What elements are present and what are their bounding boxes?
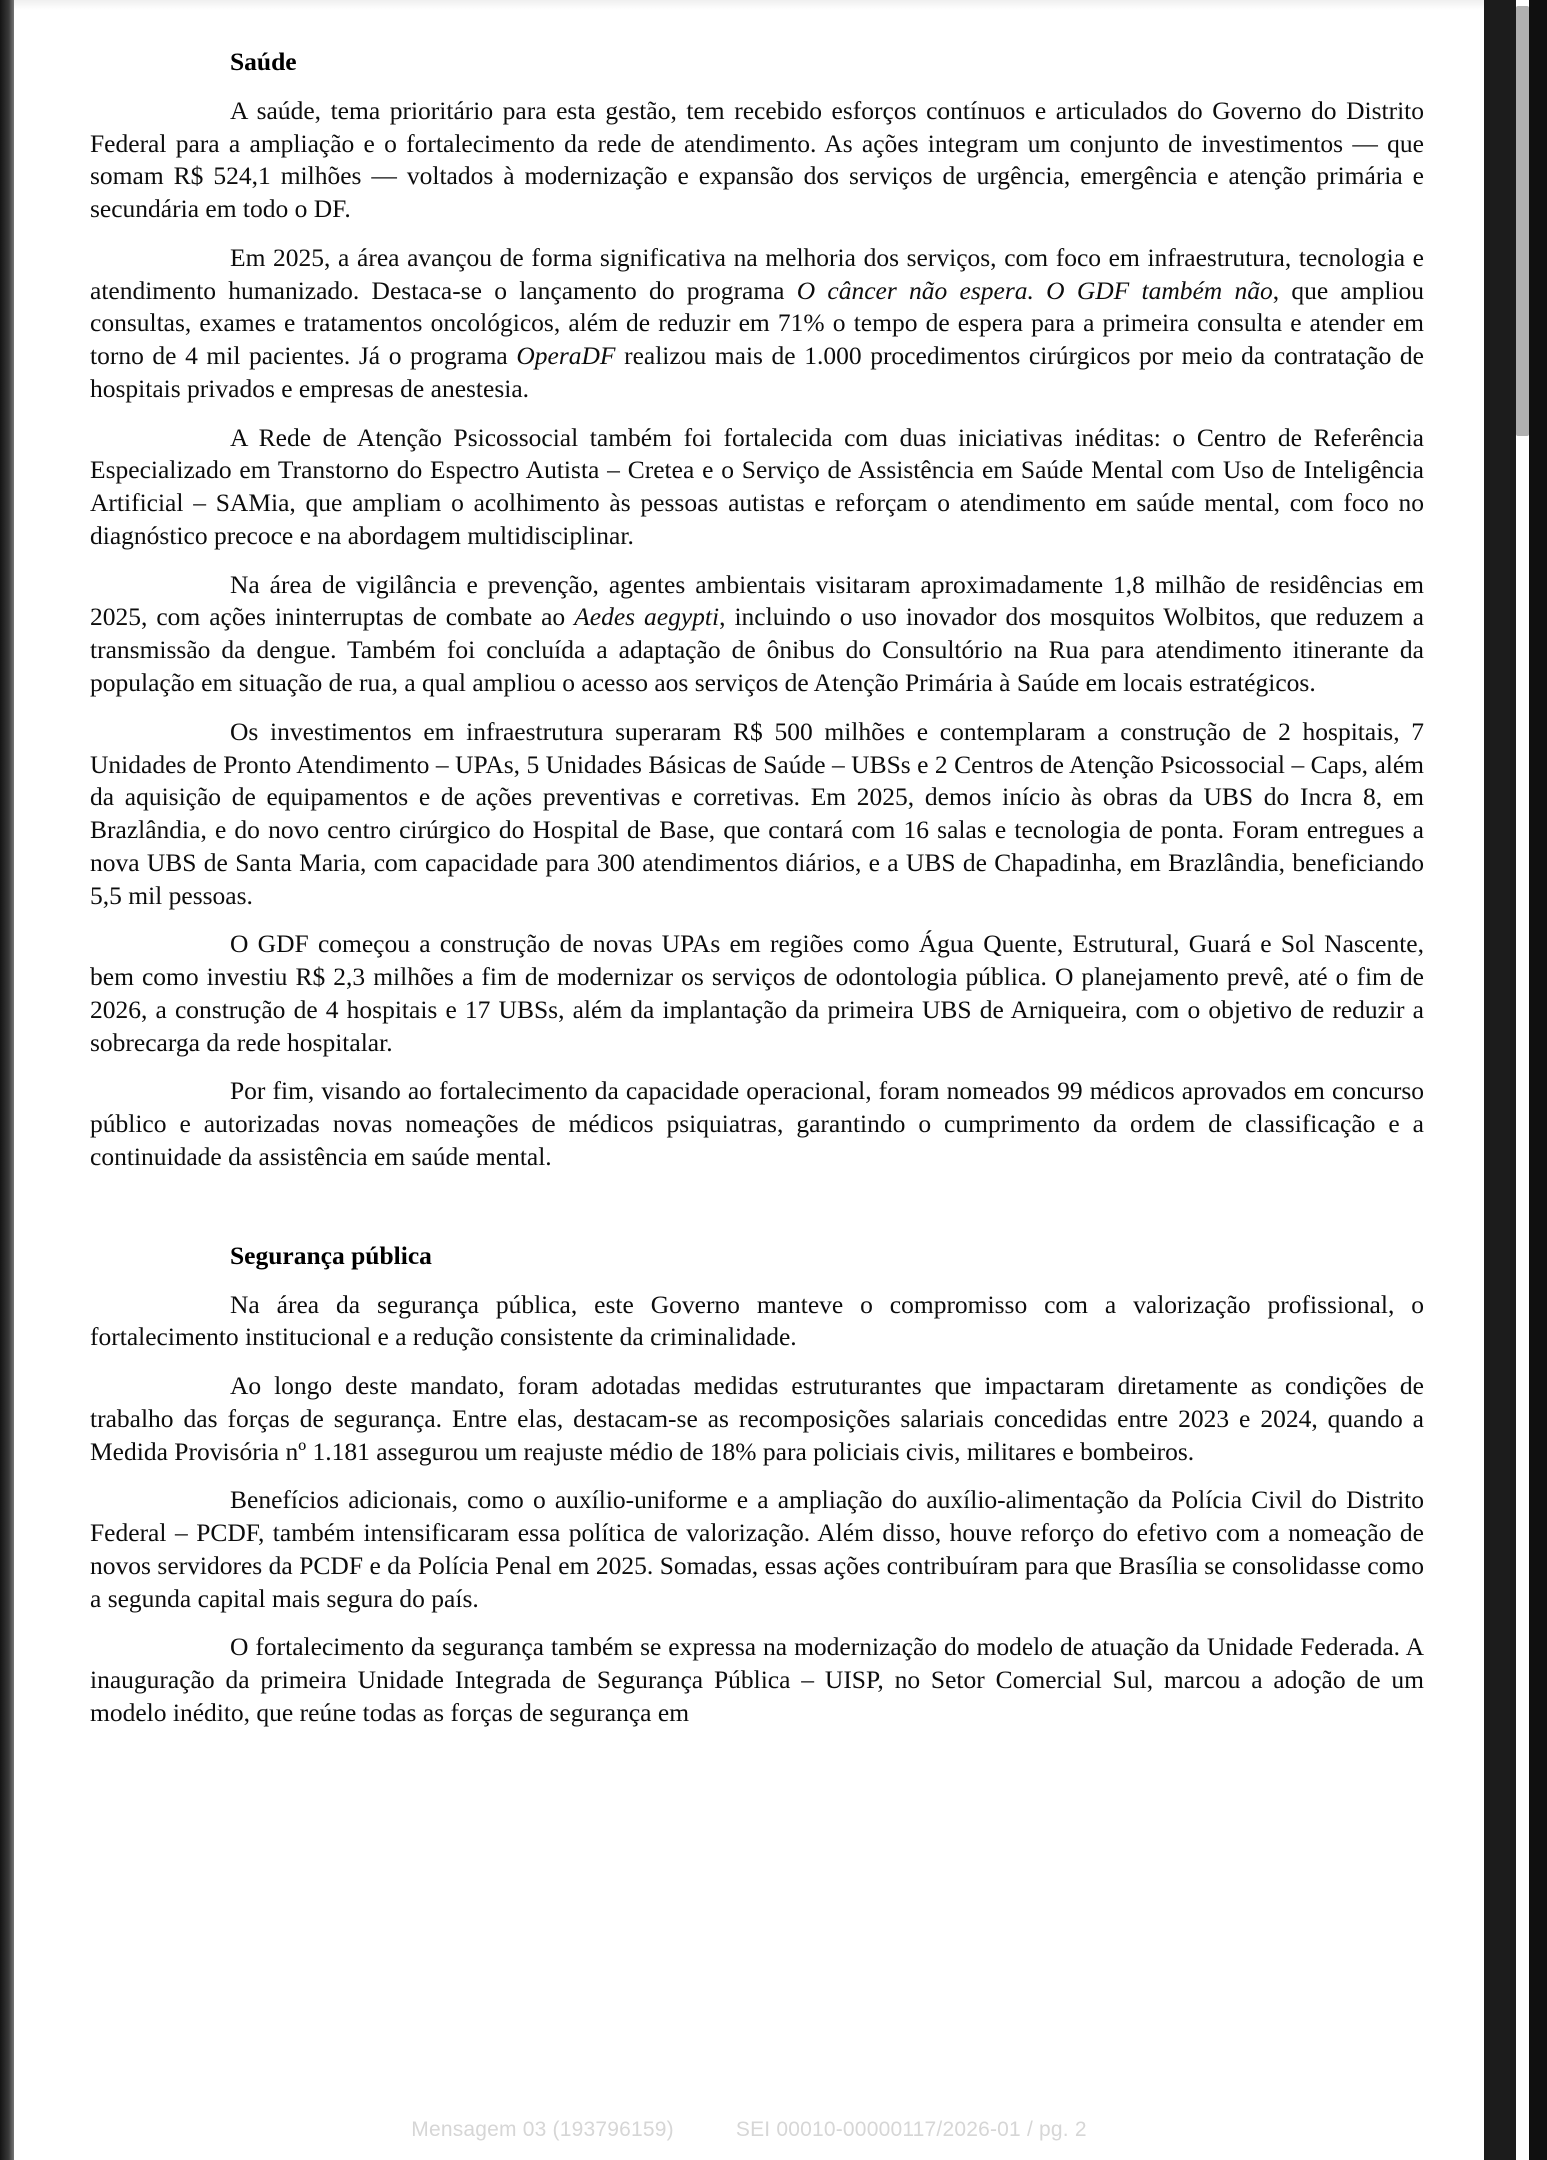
paragraph-saude-5 [90,716,1424,913]
text-run: Ao longo deste mandato, foram adotadas medidas estruturantes que impactaram diretamente as condições de trabalho das forças de segurança. Entre elas, destacam-se as recomposições salariais concedidas entre 2023 e 2024, quando a Medida Provisória nº 1.181 assegurou um reajuste médio de 18% para policiais civis, militares e bombeiros. [90,1371,1424,1466]
text-run: Por fim, visando ao fortalecimento da capacidade operacional, foram nomeados 99 médicos aprovados em concurso público e autorizadas novas nomeações de médicos psiquiatras, garantindo o cumprimento da ordem de classificação e a continuidade da assistência em saúde mental. [90,1076,1424,1171]
text-run: Os investimentos em infraestrutura superaram R$ 500 milhões e contemplaram a construção de 2 hospitais, 7 Unidades de Pronto Atendimento – UPAs, 5 Unidades Básicas de Saúde – UBSs e 2 Centros de Atenção Psicossocial – Caps, além da aquisição de equipamentos e de ações preventivas e corretivas. Em 2025, demos início às obras da UBS do Incra 8, em Brazlândia, e do novo centro cirúrgico do Hospital de Base, que contará com 16 salas e tecnologia de ponta. Foram entregues a nova UBS de Santa Maria, com capacidade para 300 atendimentos diários, e a UBS de Chapadinha, em Brazlândia, beneficiando 5,5 mil pessoas. [90,716,1424,910]
text-run: , incluindo o uso inovador dos mosquitos Wolbitos, que reduzem a transmissão da dengue. Também foi concluída a adaptação de ônibus do Consultório na Rua para atendimento itinerante da população em situação de rua, a qual ampliou o acesso aos serviços de Atenção Primária à Saúde em locais estratégicos. [90,602,1424,698]
section-heading-saude: Saúde [230,47,297,76]
text-run: Benefícios adicionais, como o auxílio-uniforme e a ampliação do auxílio-alimentação da Polícia Civil do Distrito Federal – PCDF, também intensificaram essa política de valorização. Além disso, houve reforço do efetivo com a nomeação de novos servidores da PCDF e da Polícia Penal em 2025. Somadas, essas ações contribuíram para que Brasília se consolidasse como a segunda capital mais segura do país. [90,1485,1424,1613]
paragraph-seguranca-1 [90,1289,1424,1355]
paragraph-seguranca-4 [90,1631,1424,1729]
text-run-italic: OperaDF [516,341,616,371]
page-footer [14,2118,1484,2142]
text-run: realizou mais de 1.000 procedimentos cirúrgicos por meio da contratação de hospitais privados e empresas de anestesia. [90,341,1424,403]
paragraph-saude-2 [90,242,1424,406]
paragraph-saude-6 [90,928,1424,1059]
document-body [90,46,1424,1730]
section-spacer [90,1174,1424,1240]
text-run-italic: Aedes aegypti [574,602,720,632]
footer-message-id: Mensagem 03 (193796159) [411,2118,674,2141]
paragraph-saude-3 [90,422,1424,553]
text-run: Em 2025, a área avançou de forma significativa na melhoria dos serviços, com foco em infraestrutura, tecnologia e atendimento humanizado. Destaca-se o lançamento do programa [90,242,1424,305]
text-run: A saúde, tema prioritário para esta gestão, tem recebido esforços contínuos e articulados do Governo do Distrito Federal para a ampliação e o fortalecimento da rede de atendimento. As ações integram um conjunto de investimentos — que somam R$ 524,1 milhões — voltados à modernização e expansão dos serviços de urgência, emergência e atenção primária e secundária em todo o DF. [90,95,1424,224]
text-run: Na área da segurança pública, este Governo manteve o compromisso com a valorização profissional, o fortalecimento institucional e a redução consistente da criminalidade. [90,1289,1424,1352]
text-run: Na área de vigilância e prevenção, agentes ambientais visitaram aproximadamente 1,8 milhão de residências em 2025, com ações ininterruptas de combate ao [90,569,1424,632]
scrollbar-thumb[interactable] [1516,6,1529,436]
section-heading-seguranca-publica: Segurança pública [230,1240,432,1270]
text-run: A Rede de Atenção Psicossocial também foi fortalecida com duas iniciativas inéditas: o Centro de Referência Especializado em Transtorno do Espectro Autista – Cretea e o Serviço de Assistência em Saúde Mental com Uso de Inteligência Artificial – SAMia, que ampliam o acolhimento às pessoas autistas e reforçam o atendimento em saúde mental, com foco no diagnóstico precoce e na abordagem multidisciplinar. [90,422,1424,550]
paragraph-seguranca-2 [90,1370,1424,1468]
paragraph-seguranca-3 [90,1484,1424,1615]
footer-sei-reference: SEI 00010-00000117/2026-01 / pg. 2 [735,2118,1087,2141]
document-page [14,0,1484,2160]
text-run: , que ampliou consultas, exames e tratamentos oncológicos, além de reduzir em 71% o tempo de espera para a primeira consulta e atender em torno de 4 mil pacientes. Já o programa [90,275,1425,371]
paragraph-saude-7 [90,1075,1424,1173]
text-run: O fortalecimento da segurança também se expressa na modernização do modelo de atuação da Unidade Federada. A inauguração da primeira Unidade Integrada de Segurança Pública – UISP, no Setor Comercial Sul, marcou a adoção de um modelo inédito, que reúne todas as forças de segurança em [90,1632,1424,1727]
paragraph-saude-1 [90,95,1424,226]
text-run: O GDF começou a construção de novas UPAs em regiões como Água Quente, Estrutural, Guará e Sol Nascente, bem como investiu R$ 2,3 milhões a fim de modernizar os serviços de odontologia pública. O planejamento prevê, até o fim de 2026, a construção de 4 hospitais e 17 UBSs, além da implantação da primeira UBS de Arniqueira, com o objetivo de reduzir a sobrecarga da rede hospitalar. [90,929,1424,1057]
viewer-right-edge [1529,0,1547,2160]
paragraph-saude-4 [90,569,1424,700]
text-run-italic: O câncer não espera. O GDF também não [796,275,1273,305]
